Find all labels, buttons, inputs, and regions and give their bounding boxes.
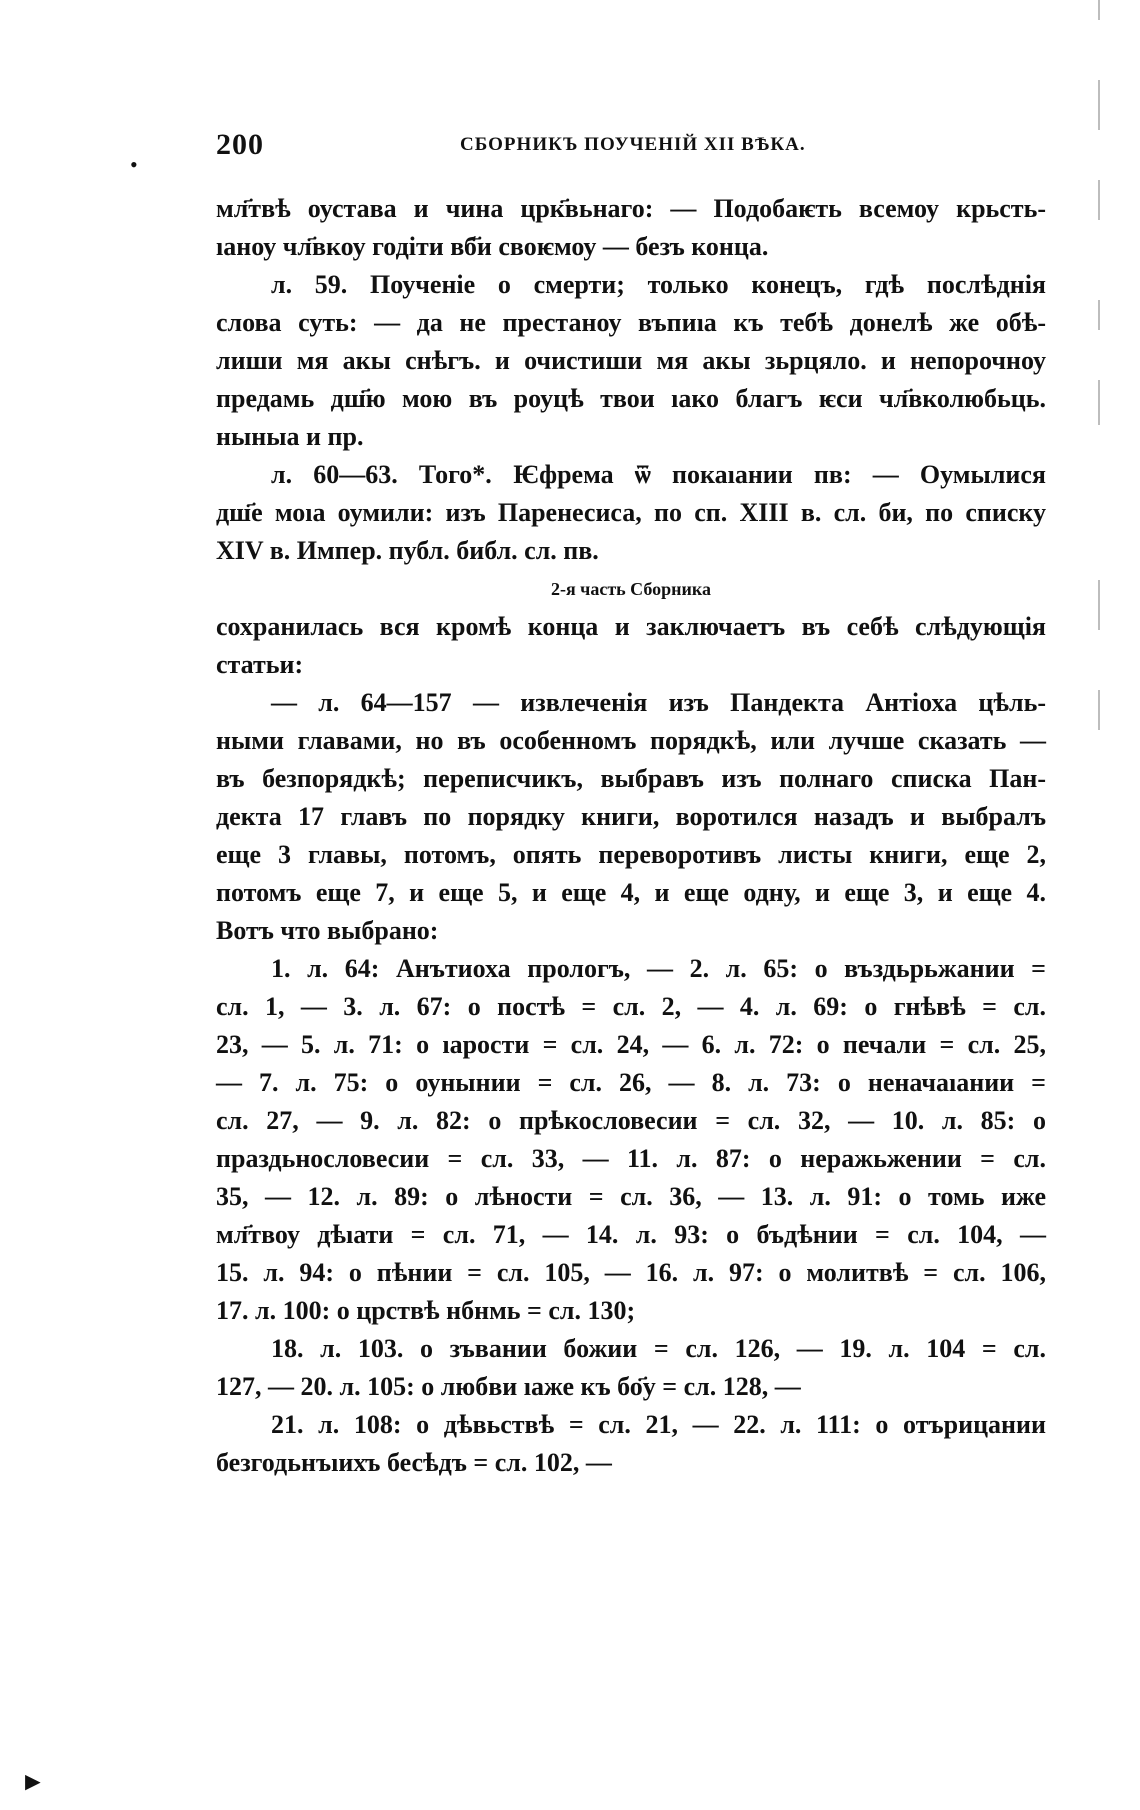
text-line: слова суть: — да не престаноу въпиıа къ тебѣ донелѣ же обѣ- (216, 308, 1046, 337)
text-line: безгодьнъıихъ бесѣдъ = сл. 102, — (216, 1448, 612, 1477)
body-text (216, 190, 1046, 1482)
text-line: статьи: (216, 650, 304, 679)
text-line: л. 59. Поученіе о смерти; только конецъ, гдѣ послѣднія (271, 270, 1046, 299)
scan-edge-mark (1098, 580, 1100, 630)
text-line: сл. 27, — 9. л. 82: о прѣкословесии = сл. 32, — 10. л. 85: о (216, 1106, 1046, 1135)
text-line: въ безпорядкѣ; переписчикъ, выбравъ изъ полнаго списка Пан- (216, 764, 1046, 793)
scan-edge-mark (1098, 0, 1100, 20)
page-header (216, 128, 1046, 168)
text-line: лиши мя акы снѣгъ. и очистиши мя акы зьрцяло. и непорочноу (216, 346, 1046, 375)
text-line: 127, — 20. л. 105: о любви ıаже къ бо҃у = сл. 128, — (216, 1372, 801, 1401)
text-line: сохранилась вся кромѣ конца и заключаетъ въ себѣ слѣдующія (216, 612, 1046, 641)
scan-edge-mark (1098, 180, 1100, 220)
text-line: дш҃е моıа оумили: изъ Паренесиса, по сп. XIII в. сл. би, по списку (216, 498, 1046, 527)
text-line: декта 17 главъ по порядку книги, воротился назадъ и выбралъ (216, 802, 1046, 831)
text-line: 1. л. 64: Анътиоха прологъ, — 2. л. 65: о въздьрьжании = (271, 954, 1046, 983)
running-title: СБОРНИКЪ ПОУЧЕНІЙ XII ВѢКА. (460, 134, 806, 155)
text-line: Вотъ что выбрано: (216, 916, 439, 945)
text-line: праздьнословесии = сл. 33, — 11. л. 87: о неражьжении = сл. (216, 1144, 1046, 1173)
page-number: 200 (216, 128, 264, 161)
text-line: 17. л. 100: о црствѣ нбнмь = сл. 130; (216, 1296, 636, 1325)
section-heading: 2-я часть Сборника (550, 579, 712, 599)
stray-mark: • (130, 152, 138, 177)
text-line: ными главами, но въ особенномъ порядкѣ, или лучше сказать — (216, 726, 1046, 755)
text-line: л. 60—63. Того*. Ѥфрема ѿ покаıании пв: — Оумылися (271, 460, 1046, 489)
text-line: 35, — 12. л. 89: о лѣности = сл. 36, — 13. л. 91: о томь иже (216, 1182, 1046, 1211)
text-line: — л. 64—157 — извлеченія изъ Пандекта Антіоха цѣль- (271, 688, 1046, 717)
text-line: 18. л. 103. о зъвании божии = сл. 126, — 19. л. 104 = сл. (271, 1334, 1046, 1363)
scan-edge-mark (1098, 690, 1100, 730)
text-line: 21. л. 108: о дѣвьствѣ = сл. 21, — 22. л. 111: о отърицании (271, 1410, 1046, 1439)
text-line: мл҃твѣ оустава и чина црк҃вьнаго: — Подобаѥть всемоу крьсть- (216, 194, 1046, 223)
text-line: сл. 1, — 3. л. 67: о постѣ = сл. 2, — 4. л. 69: о гнѣвѣ = сл. (216, 992, 1046, 1021)
corner-mark: ► (20, 1767, 46, 1796)
text-line: 15. л. 94: о пѣнии = сл. 105, — 16. л. 97: о молитвѣ = сл. 106, (216, 1258, 1046, 1287)
text-line: потомъ еще 7, и еще 5, и еще 4, и еще одну, и еще 3, и еще 4. (216, 878, 1046, 907)
text-line: 23, — 5. л. 71: о ıарости = сл. 24, — 6. л. 72: о печали = сл. 25, (216, 1030, 1046, 1059)
scan-edge-mark (1098, 300, 1100, 330)
text-line: мл҃твоу дѣıати = сл. 71, — 14. л. 93: о бъдѣнии = сл. 104, — (216, 1220, 1046, 1249)
text-line: ıаноу чл҃вкоу годіти вб҃и своѥмоу — безъ конца. (216, 232, 769, 261)
scan-edge-mark (1098, 80, 1100, 130)
scan-edge-mark (1098, 380, 1100, 425)
text-line: еще 3 главы, потомъ, опять переворотивъ листы книги, еще 2, (216, 840, 1046, 869)
text-line: предамь дш҃ю мою въ роуцѣ твои ıако благъ ѥси чл҃вколюбьць. (216, 384, 1046, 413)
text-line: XIV в. Импер. публ. библ. сл. пв. (216, 536, 599, 565)
text-line: ныныа и пр. (216, 422, 364, 451)
text-line: — 7. л. 75: о оунынии = сл. 26, — 8. л. 73: о неначаıании = (216, 1068, 1046, 1097)
